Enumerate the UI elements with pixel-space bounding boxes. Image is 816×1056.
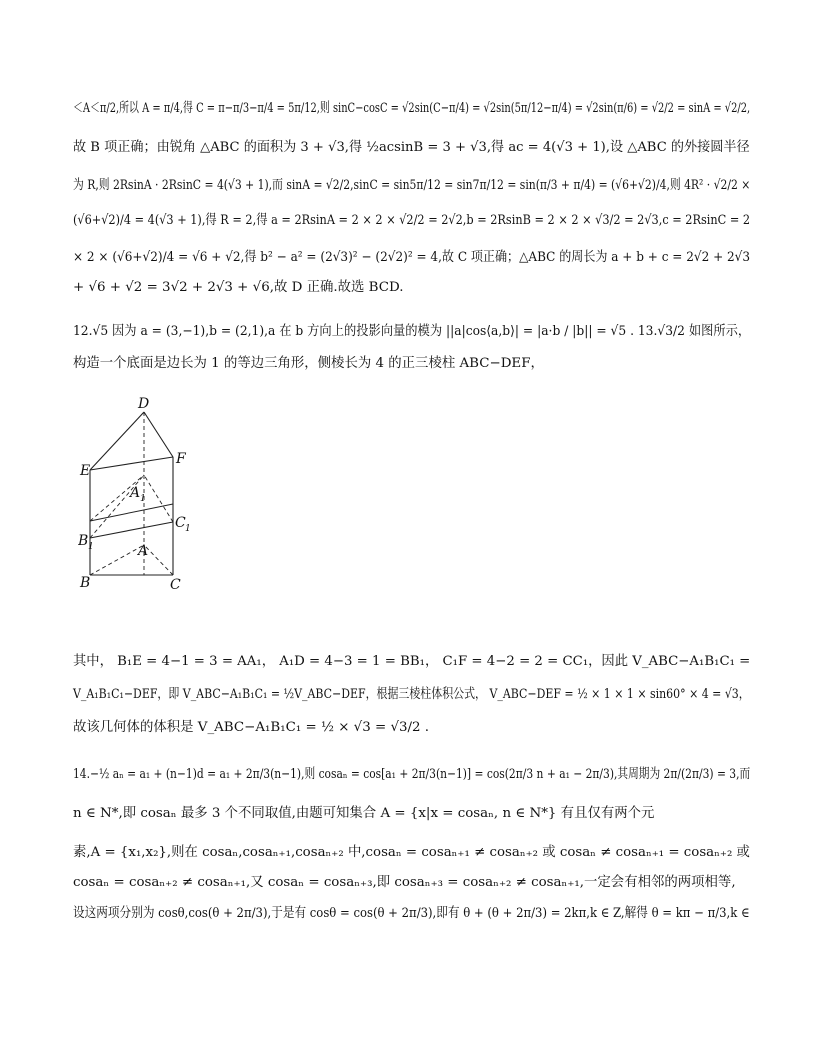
label-A1-sub: 1 bbox=[140, 494, 146, 504]
line-12: 14.−½ aₙ = a₁ + (n−1)d = a₁ + 2π/3(n−1),则 cosaₙ = cos[a₁ + 2π/3(n−1)] = cos(2π/3 n + a₁ − 2π/3),其周期为 2π/(2π/3) = 3,而 bbox=[73, 767, 751, 782]
line-7: 12.√5 因为 a = (3,−1),b = (2,1),a 在 b 方向上的投影向量的模为 ||a|cos⟨a,b⟩| = |a·b / |b|| = √5 . 13.√3/2 如图所示， bbox=[73, 324, 751, 339]
label-F: F bbox=[176, 451, 186, 467]
label-C1: C bbox=[175, 515, 186, 531]
line-11: 故该几何体的体积是 V_ABC−A₁B₁C₁ = ½ × √3 = √3/2 . bbox=[73, 720, 430, 735]
label-B: B bbox=[80, 575, 91, 591]
label-A1: A bbox=[130, 485, 141, 501]
line-10: V_A₁B₁C₁−DEF，即 V_ABC−A₁B₁C₁ = ½V_ABC−DEF，根据三棱柱体积公式， V_ABC−DEF = ½ × 1 × 1 × sin60° × 4 = √3， bbox=[73, 687, 750, 702]
line-9: 其中， B₁E = 4−1 = 3 = AA₁， A₁D = 4−3 = 1 = BB₁， C₁F = 4−2 = 2 = CC₁，因此 V_ABC−A₁B₁C₁ = bbox=[73, 654, 751, 669]
line-1: ＜A＜π/2,所以 A = π/4,得 C = π−π/3−π/4 = 5π/12,则 sinC−cosC = √2sin(C−π/4) = √2sin(5π/12−π/4) = √2sin(π/6) = √2/2 = sinA = √2/2, bbox=[73, 101, 751, 116]
line-5: × 2 × (√6+√2)/4 = √6 + √2,得 b² − a² = (2√3)² − (2√2)² = 4,故 C 项正确；△ABC 的周长为 a + b + c = 2√2 + 2√3 bbox=[73, 250, 751, 265]
label-B1: B bbox=[78, 533, 89, 549]
line-4: (√6+√2)/4 = 4(√3 + 1),得 R = 2,得 a = 2RsinA = 2 × 2 × √2/2 = 2√2,b = 2RsinB = 2 × 2 × √3/2 = 2√3,c = 2RsinC = 2 bbox=[73, 213, 751, 228]
label-C: C bbox=[170, 577, 181, 593]
line-16: 设这两项分别为 cosθ,cos(θ + 2π/3),于是有 cosθ = cos(θ + 2π/3),即有 θ + (θ + 2π/3) = 2kπ,k ∈ Z,解得 θ = kπ − π/3,k ∈ bbox=[73, 906, 750, 921]
line-15: cosaₙ = cosaₙ₊₂ ≠ cosaₙ₊₁,又 cosaₙ = cosaₙ₊₃,即 cosaₙ₊₃ = cosaₙ₊₂ ≠ cosaₙ₊₁,一定会有相邻的两项相等, bbox=[73, 875, 736, 890]
prism-figure bbox=[78, 395, 198, 595]
label-B1-sub: 1 bbox=[88, 542, 94, 552]
label-E: E bbox=[80, 463, 91, 479]
line-6: + √6 + √2 = 3√2 + 2√3 + √6,故 D 正确.故选 BCD. bbox=[73, 280, 404, 295]
label-D: D bbox=[138, 396, 150, 412]
line-3: 为 R,则 2RsinA · 2RsinC = 4(√3 + 1),而 sinA = √2/2,sinC = sin5π/12 = sin7π/12 = sin(π/3 + π/4) = (√6+√2)/4,则 4R² · √2/2 × bbox=[73, 178, 751, 193]
line-8: 构造一个底面是边长为 1 的等边三角形，侧棱长为 4 的正三棱柱 ABC−DEF， bbox=[73, 356, 544, 371]
line-13: n ∈ N*,即 cosaₙ 最多 3 个不同取值,由题可知集合 A = {x|x = cosaₙ, n ∈ N*} 有且仅有两个元 bbox=[73, 806, 655, 821]
label-A: A bbox=[138, 543, 149, 559]
line-2: 故 B 项正确；由锐角 △ABC 的面积为 3 + √3,得 ½acsinB = 3 + √3,得 ac = 4(√3 + 1),设 △ABC 的外接圆半径 bbox=[73, 140, 750, 155]
label-C1-sub: 1 bbox=[185, 524, 191, 534]
line-14: 素,A = {x₁,x₂},则在 cosaₙ,cosaₙ₊₁,cosaₙ₊₂ 中,cosaₙ = cosaₙ₊₁ ≠ cosaₙ₊₂ 或 cosaₙ ≠ cosaₙ₊₁ = cosaₙ₊₂ 或 bbox=[73, 845, 750, 860]
